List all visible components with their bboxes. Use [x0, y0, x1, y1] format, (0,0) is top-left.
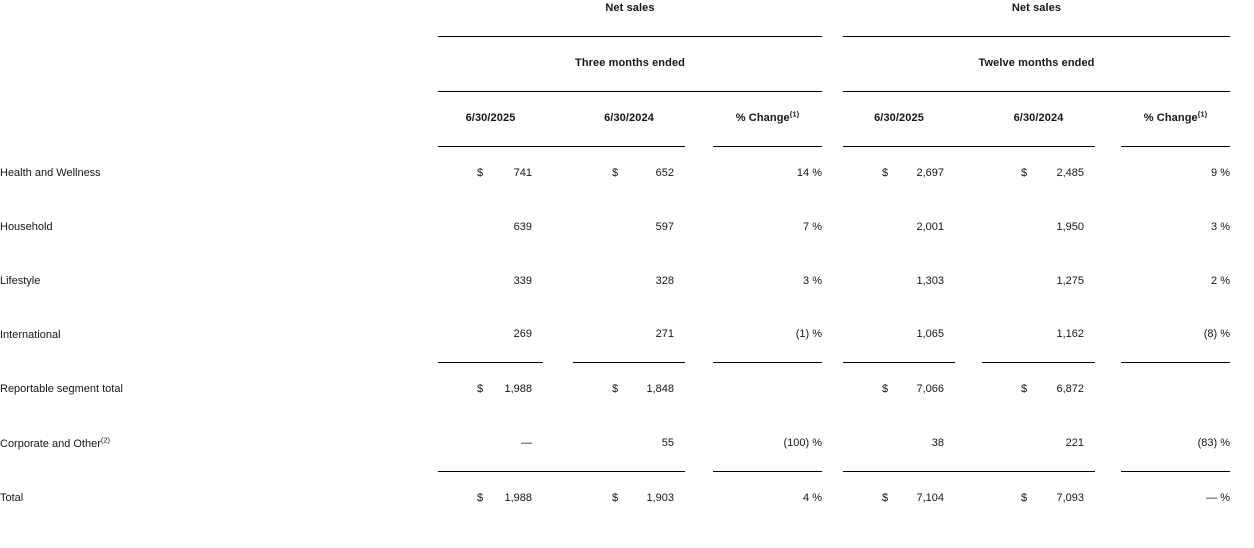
group1-period: Three months ended — [438, 36, 822, 91]
amount: 2,485 — [1056, 166, 1084, 179]
row-label: International — [0, 328, 61, 341]
amount: 55 — [661, 437, 674, 450]
amount-cell — [438, 200, 543, 254]
pct-change-cell: (8) % — [1121, 308, 1230, 362]
amount-cell — [843, 362, 955, 417]
amount: 652 — [655, 166, 674, 179]
amount-cell — [843, 254, 955, 308]
amount: 1,988 — [504, 491, 532, 504]
footnote-ref-1: (1) — [789, 109, 800, 119]
amount-cell — [438, 471, 543, 525]
amount: 741 — [513, 166, 532, 179]
amount: 339 — [513, 274, 532, 287]
amount-cell — [573, 362, 685, 417]
g1-col2-header: 6/30/2024 — [573, 91, 685, 146]
amount-cell — [573, 146, 685, 200]
amount: 2,697 — [916, 166, 944, 179]
amount-cell — [982, 254, 1095, 308]
amount: 7,104 — [916, 491, 944, 504]
currency-symbol: $ — [1021, 491, 1028, 504]
footnote-ref-1: (1) — [1197, 109, 1208, 119]
amount-cell — [843, 308, 955, 362]
amount-cell — [843, 200, 955, 254]
amount-cell — [843, 146, 955, 200]
group2-title: Net sales — [843, 0, 1230, 36]
g2-col1-header: 6/30/2025 — [843, 91, 955, 146]
g2-col2-header: 6/30/2024 — [982, 91, 1095, 146]
amount-cell — [438, 254, 543, 308]
table-row-group-title — [0, 0, 1254, 36]
amount: 639 — [513, 220, 532, 233]
amount: — — [521, 437, 532, 450]
amount: 1,903 — [646, 491, 674, 504]
amount: 2,001 — [916, 220, 944, 233]
amount: 1,848 — [646, 383, 674, 396]
pct-change-cell: (1) % — [713, 308, 822, 362]
footnote-ref-2: (2) — [100, 434, 111, 444]
table-row — [0, 417, 1254, 471]
amount-cell — [573, 254, 685, 308]
amount-cell — [982, 362, 1095, 417]
currency-symbol: $ — [477, 491, 484, 504]
row-label: Health and Wellness — [0, 166, 101, 179]
amount: 221 — [1065, 437, 1084, 450]
row-label: Corporate and Other — [0, 437, 101, 450]
amount: 7,066 — [916, 383, 944, 396]
currency-symbol: $ — [477, 383, 484, 396]
table-row — [0, 146, 1254, 200]
currency-symbol: $ — [612, 491, 619, 504]
amount: 271 — [655, 328, 674, 341]
amount-cell — [843, 471, 955, 525]
amount-cell — [982, 200, 1095, 254]
amount: 269 — [513, 328, 532, 341]
amount: 328 — [655, 274, 674, 287]
amount: 6,872 — [1056, 383, 1084, 396]
currency-symbol: $ — [882, 383, 889, 396]
amount-cell — [438, 146, 543, 200]
amount: 1,988 — [504, 383, 532, 396]
table-row-column-headers — [0, 91, 1254, 146]
pct-change-cell: — % — [1206, 491, 1230, 504]
table-row — [0, 362, 1254, 417]
amount-cell — [573, 308, 685, 362]
pct-change-cell: (100) % — [713, 417, 822, 471]
g1-col1-header: 6/30/2025 — [438, 91, 543, 146]
currency-symbol: $ — [612, 166, 619, 179]
amount: 1,162 — [1056, 328, 1084, 341]
pct-change-cell: 14 % — [796, 166, 822, 179]
pct-change-cell: 3 % — [1211, 220, 1230, 233]
currency-symbol: $ — [612, 383, 619, 396]
currency-symbol: $ — [1021, 383, 1028, 396]
pct-change-cell: 3 % — [803, 274, 822, 287]
amount: 1,303 — [916, 274, 944, 287]
currency-symbol: $ — [1021, 166, 1028, 179]
group1-title: Net sales — [438, 0, 822, 36]
currency-symbol: $ — [477, 166, 484, 179]
amount-cell — [982, 146, 1095, 200]
group2-period: Twelve months ended — [843, 36, 1230, 91]
amount-cell — [843, 417, 955, 471]
amount: 597 — [655, 220, 674, 233]
amount-cell — [573, 200, 685, 254]
pct-change-cell — [713, 362, 822, 417]
g2-pct-change-header: % Change$^{(1)}$ — [1121, 91, 1230, 146]
g1-pct-change-header: % Change$^{(1)}$ — [713, 91, 822, 146]
amount: 38 — [931, 437, 944, 450]
table-row-period — [0, 36, 1254, 91]
pct-change-cell: 9 % — [1211, 166, 1230, 179]
pct-change-cell — [1121, 362, 1230, 417]
amount-cell — [982, 471, 1095, 525]
amount: 1,950 — [1056, 220, 1084, 233]
amount-cell — [438, 362, 543, 417]
pct-change-cell: (83) % — [1121, 417, 1230, 471]
amount-cell — [438, 417, 543, 471]
amount: 1,275 — [1056, 274, 1084, 287]
table-row — [0, 471, 1254, 525]
amount-cell — [438, 308, 543, 362]
row-label: Household — [0, 220, 53, 233]
pct-change-cell: 7 % — [803, 220, 822, 233]
table-row — [0, 254, 1254, 308]
currency-symbol: $ — [882, 166, 889, 179]
amount-cell — [982, 308, 1095, 362]
table-row — [0, 308, 1254, 362]
amount-cell — [573, 471, 685, 525]
amount-cell — [573, 417, 685, 471]
table-row — [0, 200, 1254, 254]
currency-symbol: $ — [882, 491, 889, 504]
row-label: Reportable segment total — [0, 383, 123, 395]
pct-change-cell: 4 % — [803, 491, 822, 504]
amount-cell — [982, 417, 1095, 471]
pct-change-cell: 2 % — [1211, 274, 1230, 287]
row-label: Total — [0, 491, 24, 504]
row-label: Lifestyle — [0, 274, 41, 287]
amount: 1,065 — [916, 328, 944, 341]
amount: 7,093 — [1056, 491, 1084, 504]
